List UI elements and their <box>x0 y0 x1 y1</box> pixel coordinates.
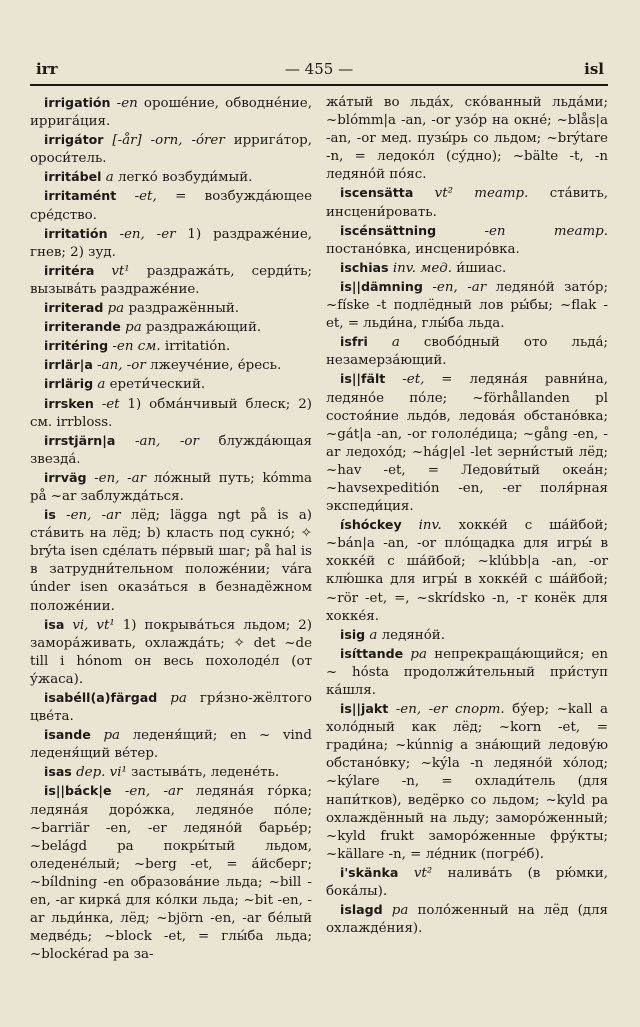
grammar-label: dep. vi¹ <box>76 765 127 781</box>
translation: леденя́щий; en ~ vind леденя́щий ве́тер. <box>30 728 313 762</box>
headword: irritamént <box>44 188 117 204</box>
headword: irriterande <box>44 319 121 335</box>
translation: легко́ возбуди́мый. <box>117 170 253 186</box>
translation: блужда́ющая звезда́. <box>30 433 313 467</box>
dictionary-entry <box>326 222 608 259</box>
dictionary-entry <box>30 469 312 506</box>
dictionary-entry <box>30 318 312 337</box>
translation: ло́жный путь; kómma på ~ar заблужда́ться. <box>30 470 313 504</box>
headword: is <box>44 507 56 523</box>
headword: isabéll(a)färgad <box>44 690 158 705</box>
translation: irritatión. <box>164 339 231 355</box>
grammar-label: vt² театр. <box>434 186 529 202</box>
headword: isíttande <box>340 645 404 661</box>
translation: хокке́й с ша́йбой; ~bán|a -an, -or пло́щадка для игры́ в хокке́й с ша́йбой; ~klúbb|a -an, -or клю́шка для игры́ в хокке́й с ша́йбой; ~rör -et, =, ~skrídsko -n, -r конёк для хокке́я. <box>326 518 608 624</box>
translation: 1) покрыва́ться льдом; 2) замора́живать, охлажда́ть; ✧ det ~de till i hónom он весь похолоде́л (от у́жаса). <box>30 617 312 687</box>
dictionary-entry <box>30 506 312 616</box>
grammar-label: a <box>105 170 114 186</box>
headword: is||jakt <box>340 701 389 717</box>
dictionary-entry <box>30 763 312 782</box>
translation: постано́вка, инсцениро́вка. <box>326 241 520 257</box>
translation: = ледяна́я равни́на, ледяно́е по́ле; ~förhållanden pl состоя́ние льдо́в, ледова́я обстано́вка; ~gát|a -an, -or гололе́дица; ~gång -en, -ar ледохо́д; ~hág|el -let зерни́стый лёд; ~hav -et, = Ледови́тый океа́н; ~havsexpeditión -en, -er поля́рная экспеди́ция. <box>326 372 608 515</box>
grammar-label: inv. мед. <box>392 260 452 276</box>
dictionary-entry <box>30 262 312 299</box>
headword: is||fält <box>340 371 386 387</box>
translation: застыва́ть, ледене́ть. <box>131 765 280 781</box>
dictionary-entry <box>326 333 608 370</box>
right-column <box>326 94 609 937</box>
dictionary-entry <box>326 864 608 901</box>
dictionary-entry <box>30 168 312 187</box>
grammar-label: -en, -er спорт. <box>395 702 505 718</box>
headword: isa <box>44 616 65 632</box>
headword: irritábel <box>44 169 102 185</box>
headword: irritatión <box>44 225 108 241</box>
dictionary-entry <box>30 375 312 394</box>
dictionary-entry <box>326 626 608 645</box>
dictionary-entry <box>30 356 312 375</box>
grammar-label: -en, -ar <box>124 784 183 800</box>
grammar-label: pa <box>103 728 121 744</box>
dictionary-entry <box>30 616 312 689</box>
headword: irrigatión <box>44 95 111 110</box>
translation: ледяно́й. <box>381 627 445 643</box>
grammar-label: [-år] -orn, -órer <box>112 133 225 149</box>
headword: iscénsättning <box>340 222 437 238</box>
translation: поло́женный на лёд (для охлажде́ния). <box>326 903 608 937</box>
headword: isande <box>44 727 91 743</box>
headword: irrstjärn|a <box>44 432 116 448</box>
headword: isfri <box>340 334 368 350</box>
headword: iscensätta <box>340 185 414 201</box>
running-header <box>30 60 608 82</box>
headword: irrlär|a <box>44 357 93 373</box>
translation: 1) обма́нчивый блеск; 2) см. irrbloss. <box>30 396 312 430</box>
translation: ледяно́й зато́р; ~físke -t подлёдный лов ры́бы; ~flak -et, = льди́на, глы́ба льда. <box>326 279 608 332</box>
grammar-label: -an, -or <box>97 358 146 374</box>
dictionary-entry <box>326 94 608 184</box>
translation: ста́вить, инсцени́ровать. <box>326 186 609 220</box>
translation: жа́тый во льда́х, ско́ванный льда́ми; ~blómm|a -an, -or узо́р на окне́; ~blås|a -an, -or мед. пузы́рь со льдом; ~brýtare -n, = ледоко́л (су́дно); ~bälte -t, -n ледяно́й по́яс. <box>326 95 608 183</box>
dictionary-entry <box>30 225 312 262</box>
dictionary-entry <box>30 131 312 168</box>
headword: irrväg <box>44 469 87 485</box>
dictionary-entry <box>30 395 312 432</box>
headword: is||dämning <box>340 278 423 294</box>
translation: 1) раздраже́ние, гнев; 2) зуд. <box>30 226 312 260</box>
dictionary-entry <box>326 700 608 864</box>
grammar-label: -an, -or <box>134 433 199 449</box>
translation: бу́ер; ~kall a холо́дный как лёд; ~korn -et, = гради́на; ~kúnnig a зна́ющий ледову́ю обстано́вку; ~kýla -n ледяно́й хо́лод; ~kýlare -n, = охлади́тель (для напи́тков), ведёрко со льдом; ~kyld pa охлаждённый на льду; заморо́женный; ~kyld frukt заморо́женные фру́кты; ~källare -n, = ле́дник (погре́б). <box>326 702 608 862</box>
translation: налива́ть (в рю́мки, бока́лы). <box>326 865 608 900</box>
grammar-label: a <box>369 627 378 643</box>
dictionary-entry <box>30 432 312 469</box>
headword: is||báck|e <box>44 783 112 799</box>
dictionary-entry <box>30 337 312 356</box>
headword: ischias <box>340 259 389 275</box>
dictionary-entry <box>30 689 312 726</box>
headword: irritéring <box>44 338 109 354</box>
translation: гря́зно-жёлтого цве́та. <box>30 691 312 725</box>
headword: i'skänka <box>340 864 399 880</box>
headword: irrigátor <box>44 132 104 148</box>
grammar-label: a <box>97 377 106 393</box>
dictionary-entry <box>30 782 312 964</box>
dictionary-entry <box>326 516 608 626</box>
grammar-label: -en <box>116 96 138 111</box>
page-number: — 455 — <box>284 60 354 78</box>
headword: irrsken <box>44 395 94 411</box>
headword: isig <box>340 626 366 642</box>
grammar-label: pa <box>107 301 125 317</box>
translation: непрекраща́ющийся; en ~ hósta продолжи́тельный при́ступ ка́шля. <box>326 646 608 698</box>
header-right-guide-word: isl <box>584 60 604 78</box>
grammar-label: a <box>391 335 400 351</box>
grammar-label: pa <box>170 691 187 706</box>
dictionary-entry <box>326 901 608 938</box>
dictionary-entry <box>326 259 608 278</box>
translation: свобо́дный ото льда́; незамерза́ющий. <box>326 335 608 369</box>
columns <box>30 94 609 963</box>
dictionary-entry <box>30 299 312 318</box>
translation: раздража́ющий. <box>145 320 262 336</box>
grammar-label: -en, -ar <box>94 470 147 486</box>
grammar-label: vt¹ <box>111 263 130 279</box>
left-column <box>30 94 313 963</box>
grammar-label: -et, <box>134 189 157 205</box>
grammar-label: -en, -ar <box>432 279 487 295</box>
dictionary-entry <box>30 726 312 763</box>
translation: раздражённый. <box>128 301 240 317</box>
headword: irrlärig <box>44 376 94 392</box>
grammar-label: -en, -er <box>119 226 176 242</box>
translation: = возбужда́ющее сре́дство. <box>30 189 313 223</box>
translation: раздража́ть, серди́ть; вызыва́ть раздраже́ние. <box>30 263 312 297</box>
translation: и́шиас. <box>456 260 507 276</box>
header-left-guide-word: irr <box>36 60 58 78</box>
grammar-label: pa <box>410 646 427 662</box>
grammar-label: pa <box>391 903 409 919</box>
dictionary-entry <box>326 278 608 333</box>
grammar-label: inv. <box>418 518 442 534</box>
grammar-label: -et, <box>402 372 425 388</box>
headword: irriterad <box>44 300 104 316</box>
dictionary-entry <box>326 645 608 700</box>
translation: лжеуче́ние, е́ресь. <box>150 358 282 374</box>
dictionary-entry <box>30 94 312 131</box>
translation: ерети́ческий. <box>109 377 206 393</box>
grammar-label: pa <box>125 320 142 336</box>
dictionary-entry <box>326 370 608 516</box>
translation: лёд; lägga ngt på is а) ста́вить на лёд; b) класть под сукно́; ✧ brýta isen сде́лать пе́рвый шаг; på hal is в затрудни́тельном положе́нии; vára únder isen оказа́ться в безнадёжном положе́нии. <box>30 508 312 614</box>
grammar-label: -en, -ar <box>66 508 121 524</box>
headword: isas <box>44 764 72 780</box>
grammar-label: vt² <box>413 865 433 881</box>
translation: ороше́ние, обводне́ние, иррига́ция. <box>30 96 312 130</box>
grammar-label: -et <box>101 396 120 412</box>
dictionary-entry <box>326 184 608 221</box>
grammar-label: -en см. <box>112 339 161 355</box>
translation: иррига́тор, ороси́тель. <box>30 133 312 167</box>
headword: íshóckey <box>340 517 402 533</box>
dictionary-entry <box>30 187 312 224</box>
grammar-label: vi, vt¹ <box>72 617 115 633</box>
headword: islagd <box>340 902 383 918</box>
headword: irritéra <box>44 262 95 278</box>
translation: ледяна́я го́рка; ледяна́я доро́жка, ледяно́е по́ле; ~barriär -en, -er ледяно́й барье́р; ~belágd pa покры́тый льдом, оледене́лый; ~berg -et, = а́йсберг; ~bíldning -en образова́ние льда; ~bill -en, -ar кирка́ для ко́лки льда; ~bit -en, -ar льди́нка, лёд; ~björn -en, -ar бе́лый медве́дь; ~block -et, = глы́ба льда; ~blockérad pa за- <box>30 784 312 963</box>
header-rule <box>30 84 608 86</box>
grammar-label: -en театр. <box>484 223 608 239</box>
